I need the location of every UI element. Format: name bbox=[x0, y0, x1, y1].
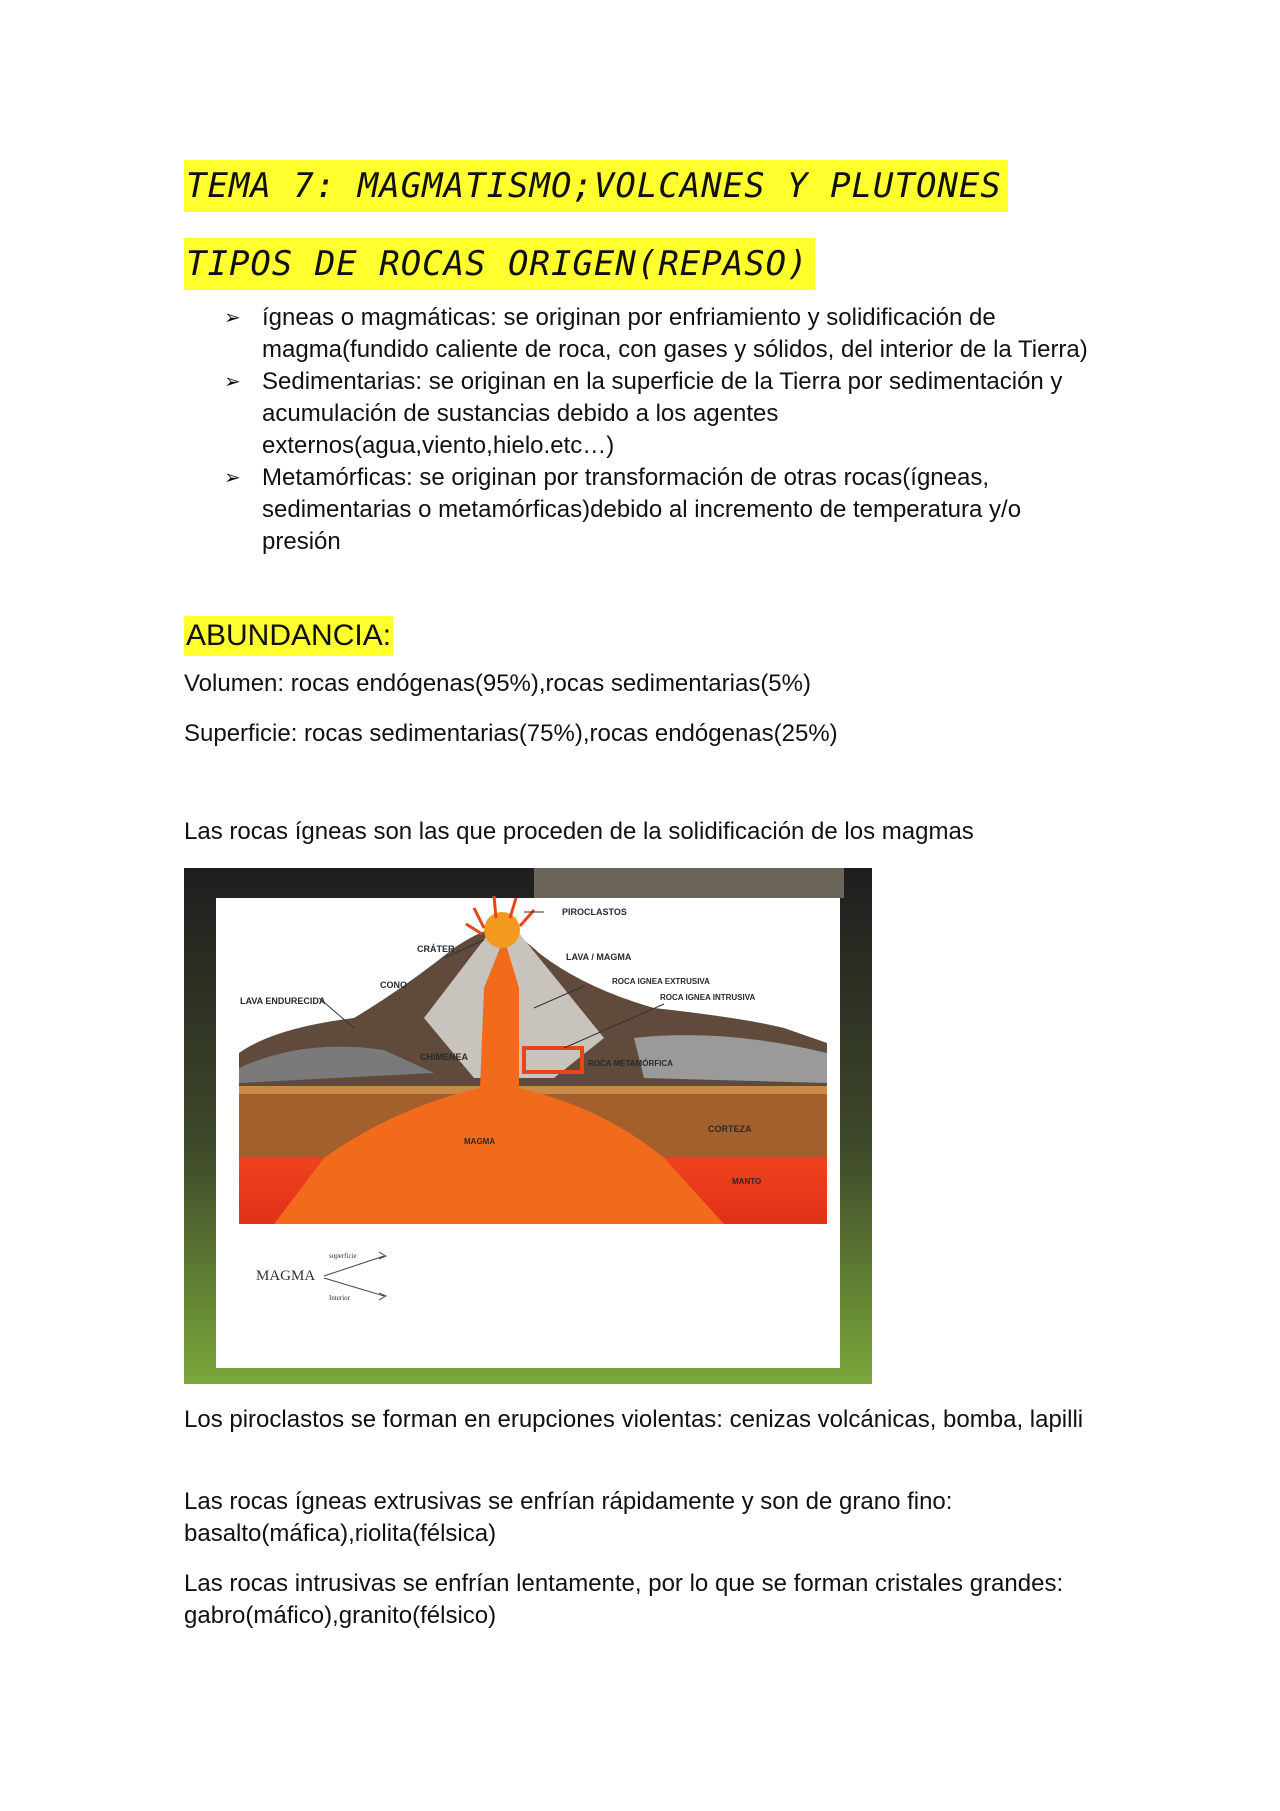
label-manto: MANTO bbox=[732, 1177, 762, 1186]
volcano-diagram bbox=[184, 868, 872, 1384]
volume-line: Volumen: rocas endógenas(95%),rocas sedimentarias(5%) bbox=[184, 670, 811, 697]
scheme-magma: MAGMA bbox=[256, 1268, 316, 1284]
label-cono: CONO bbox=[380, 980, 407, 990]
surface-line: Superficie: rocas sedimentarias(75%),rocas endógenas(25%) bbox=[184, 720, 838, 747]
rock-types-list bbox=[200, 302, 1100, 558]
label-piroclastos: PIROCLASTOS bbox=[562, 907, 627, 917]
list-item: ➢ Metamórficas: se originan por transformación de otras rocas(ígneas, sedimentarias o metamórficas)debido al incremento de temperatura y/o presión bbox=[224, 464, 1022, 555]
abundance-heading: ABUNDANCIA: bbox=[184, 616, 393, 656]
eruption-core bbox=[484, 912, 520, 948]
list-item: ➢ ígneas o magmáticas: se originan por enfriamiento y solidificación de magma(fundido caliente de roca, con gases y sólidos, del interior de la Tierra) bbox=[224, 304, 1088, 363]
label-extrusive-rock: ROCA IGNEA EXTRUSIVA bbox=[612, 977, 710, 986]
label-magma: MAGMA bbox=[464, 1137, 496, 1146]
top-bar bbox=[534, 868, 844, 898]
page-title: TEMA 7: MAGMATISMO;VOLCANES Y PLUTONES bbox=[184, 160, 1008, 212]
scheme-interior: Interior bbox=[329, 1294, 350, 1302]
intrusive-paragraph: Las rocas intrusivas se enfrían lentamente, por lo que se forman cristales grandes: gabro(máfico),granito(félsico) bbox=[184, 1570, 1064, 1629]
extrusive-paragraph: Las rocas ígneas extrusivas se enfrían rápidamente y son de grano fino: basalto(máfica),riolita(félsica) bbox=[184, 1488, 953, 1547]
list-item: ➢ Sedimentarias: se originan en la superficie de la Tierra por sedimentación y acumulación de sustancias debido a los agentes externos(agua,viento,hielo.etc…) bbox=[224, 368, 1063, 459]
scheme-superficie: superficie bbox=[329, 1252, 357, 1260]
label-metamorphic-rock: ROCA METAMÓRFICA bbox=[588, 1059, 673, 1068]
label-chimenea: CHIMENEA bbox=[420, 1052, 469, 1062]
arrow-bullet-icon: ➢ bbox=[224, 467, 241, 489]
arrow-bullet-icon: ➢ bbox=[224, 307, 241, 329]
piroclastos-paragraph: Los piroclastos se forman en erupciones violentas: cenizas volcánicas, bomba, lapilli bbox=[184, 1406, 1084, 1433]
label-lava-magma: LAVA / MAGMA bbox=[566, 952, 632, 962]
label-crater: CRÁTER bbox=[417, 944, 455, 954]
section-title: TIPOS DE ROCAS ORIGEN(REPASO) bbox=[184, 238, 815, 290]
arrow-bullet-icon: ➢ bbox=[224, 371, 241, 393]
label-corteza: CORTEZA bbox=[708, 1124, 752, 1134]
intro-line: Las rocas ígneas son las que proceden de la solidificación de los magmas bbox=[184, 818, 974, 845]
label-intrusive-rock: ROCA IGNEA INTRUSIVA bbox=[660, 993, 756, 1002]
label-lava-endurecida: LAVA ENDURECIDA bbox=[240, 996, 326, 1006]
